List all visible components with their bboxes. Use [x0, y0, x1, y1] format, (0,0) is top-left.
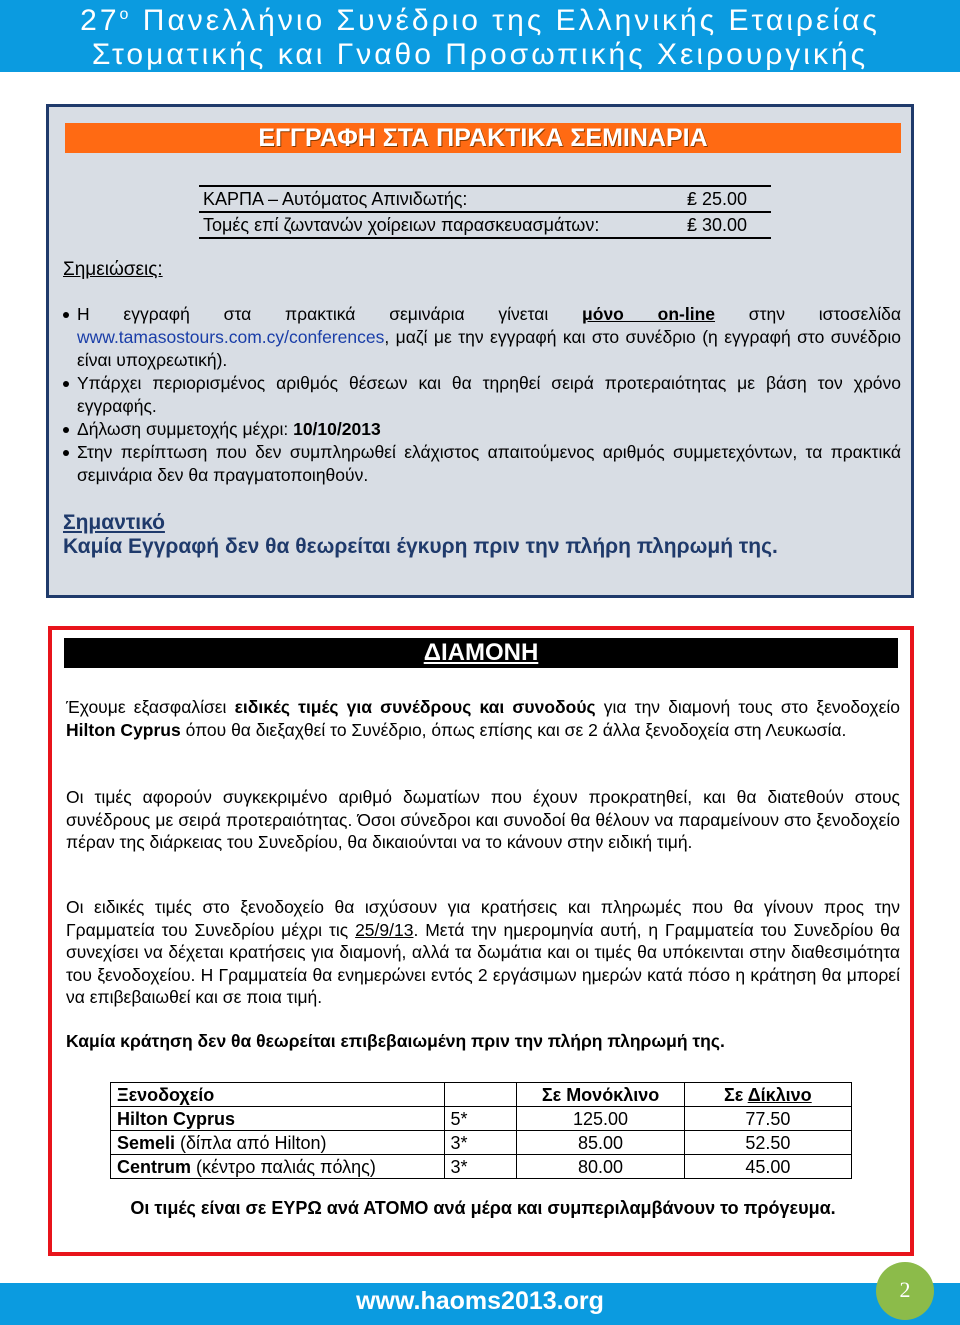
seminar-price: ₤ 30.00 [687, 215, 748, 235]
registration-section [46, 104, 914, 598]
footer-banner [0, 1283, 960, 1325]
header-text: Δίκλινο [747, 1084, 812, 1105]
bullet-text: Δήλωση συμμετοχής μέχρι: [77, 419, 294, 439]
column-header-hotel: Ξενοδοχείο [111, 1083, 445, 1107]
hotel-price-table [110, 1082, 852, 1179]
header-banner [0, 0, 960, 72]
page-number-badge: 2 [876, 1262, 934, 1320]
accommodation-section [48, 626, 914, 1256]
hotel-cell [111, 1155, 445, 1179]
bullet-text: Στην περίπτωση που δεν συμπληρωθεί ελάχιστος απαιτούμενος αριθμός συμμετεχόντων, τα πρακτικά σεμινάρια δεν θα πραγματοποιηθούν. [77, 442, 901, 485]
registration-link[interactable]: www.tamasostours.com.cy/conferences [77, 327, 385, 347]
table-row [199, 212, 771, 238]
table-header-row [111, 1083, 852, 1107]
online-only-text: μόνο on-line [582, 304, 716, 324]
hotel-name-text: Hilton Cyprus [66, 719, 181, 740]
seminar-name: ΚΑΡΠΑ – Αυτόματος Απινιδωτής: [203, 189, 468, 209]
seminar-price-table [199, 185, 771, 239]
footer-website-link[interactable]: www.haoms2013.org [356, 1287, 604, 1315]
double-price-cell: 77.50 [684, 1107, 851, 1131]
stars-cell: 3* [444, 1131, 517, 1155]
hotel-note: (δίπλα από Hilton) [175, 1132, 327, 1153]
column-header-double [684, 1083, 851, 1107]
double-price-cell: 45.00 [684, 1155, 851, 1179]
accommodation-title: ΔΙΑΜΟΝΗ [64, 638, 898, 668]
single-price-cell: 80.00 [517, 1155, 684, 1179]
hotel-name: Centrum [117, 1156, 192, 1177]
header-title-line1 [0, 4, 960, 38]
single-price-cell: 125.00 [517, 1107, 684, 1131]
accommodation-paragraph-1 [66, 696, 900, 741]
notes-list [63, 303, 901, 487]
paragraph-bold-text: ειδικές τιμές για συνέδρους και συνοδούς [234, 697, 596, 717]
header-text: Σε [724, 1084, 748, 1105]
double-price-cell: 52.50 [684, 1131, 851, 1155]
paragraph-text: για την διαμονή τους στο ξενοδοχείο [595, 697, 900, 717]
hotel-name: Semeli [117, 1132, 176, 1153]
seminar-price: ₤ 25.00 [687, 189, 748, 209]
bullet-icon [63, 450, 69, 456]
seminar-name: Τομές επί ζωντανών χοίρειων παρασκευασμάτων: [203, 215, 600, 235]
hotel-note: (κέντρο παλιάς πόλης) [191, 1156, 376, 1177]
paragraph-text: Έχουμε εξασφαλίσει [66, 697, 235, 717]
important-label: Σημαντικό [63, 511, 165, 534]
stars-cell: 5* [444, 1107, 517, 1131]
table-row [111, 1107, 852, 1131]
accommodation-paragraph-3 [66, 896, 900, 1009]
hotel-cell [111, 1131, 445, 1155]
list-item [63, 372, 901, 418]
bullet-text: , μαζί με την εγγραφή και στο συνέδριο (η εγγραφή στο συνέδριο είναι υποχρεωτική). [77, 327, 901, 370]
stars-cell: 3* [444, 1155, 517, 1179]
header-title-line2: Στοματικής και Γναθο Προσωπικής Χειρουργικής [91, 38, 869, 71]
single-price-cell: 85.00 [517, 1131, 684, 1155]
bullet-text: Υπάρχει περιορισμένος αριθμός θέσεων και θα τηρηθεί σειρά προτεραιότητας με βάση τον χρόνο εγγραφής. [77, 373, 901, 416]
bullet-icon [63, 312, 69, 318]
list-item [63, 441, 901, 487]
column-header-single: Σε Μονόκλινο [517, 1083, 684, 1107]
bullet-text: Η εγγραφή στα πρακτικά σεμινάρια γίνεται [77, 304, 583, 324]
bullet-text: στην ιστοσελίδα [715, 304, 901, 324]
deadline-date: 10/10/2013 [293, 419, 381, 439]
edition-ordinal: ο [119, 6, 132, 23]
hotel-cell [111, 1107, 445, 1131]
important-text: Καμία Εγγραφή δεν θα θεωρείται έγκυρη πριν την πλήρη πληρωμή της. [63, 535, 778, 558]
bullet-icon [63, 427, 69, 433]
edition-number: 27 [80, 4, 120, 37]
list-item [63, 418, 901, 441]
paragraph-text: όπου θα διεξαχθεί το Συνέδριο, όπως επίσης και σε 2 άλλα ξενοδοχεία στη Λευκωσία. [180, 719, 847, 740]
header-title-text1: Πανελλήνιο Συνέδριο της Ελληνικής Εταιρείας [142, 4, 880, 37]
table-row [111, 1131, 852, 1155]
bullet-icon [63, 381, 69, 387]
accommodation-paragraph-2: Οι τιμές αφορούν συγκεκριμένο αριθμό δωματίων που έχουν προκρατηθεί, και θα διατεθούν στους συνέδρους με σειρά προτεραιότητας. Όσοι σύνεδροι και συνοδοί θα θέλουν να παραμείνουν στο ξενοδοχείο πέραν της διάρκειας του Συνεδρίου, θα δικαιούνται να το κάνουν στην ειδική τιμή. [66, 787, 900, 852]
registration-title: ΕΓΓΡΑΦΗ ΣΤΑ ΠΡΑΚΤΙΚΑ ΣΕΜΙΝΑΡΙΑ [65, 123, 901, 153]
price-footnote: Οι τιμές είναι σε ΕΥΡΩ ανά ΑΤΟΜΟ ανά μέρα και συμπεριλαμβάνουν το πρόγευμα. [130, 1198, 836, 1218]
booking-deadline-date: 25/9/13 [355, 919, 414, 940]
table-row [111, 1155, 852, 1179]
table-row [199, 186, 771, 212]
paragraph-text: Οι ειδικές τιμές στο ξενοδοχείο θα ισχύσουν για κρατήσεις και πληρωμές που θα γίνουν προς την Γραμματεία του Συνεδρίου μέχρι τις [66, 897, 900, 940]
hotel-name: Hilton Cyprus [117, 1108, 236, 1129]
column-header-stars [444, 1083, 517, 1107]
paragraph-text: . Μετά την ημερομηνία αυτή, η Γραμματεία του Συνεδρίου θα συνεχίσει να δέχεται κρατήσεις για διαμονή, αλλά τα δωμάτια και οι τιμές θα υπόκεινται στην διαθεσιμότητα του ξενοδοχείου. Η Γραμματεία θα ενημερώνει εντός 2 εργάσιμων ημερών κατά πόσο η κράτηση θα μπορεί να επιβεβαιωθεί και σε ποια τιμή. [66, 919, 900, 1007]
accommodation-paragraph-4: Καμία κράτηση δεν θα θεωρείται επιβεβαιωμένη πριν την πλήρη πληρωμή της. [66, 1031, 725, 1051]
notes-label: Σημειώσεις: [63, 259, 163, 280]
list-item [63, 303, 901, 372]
